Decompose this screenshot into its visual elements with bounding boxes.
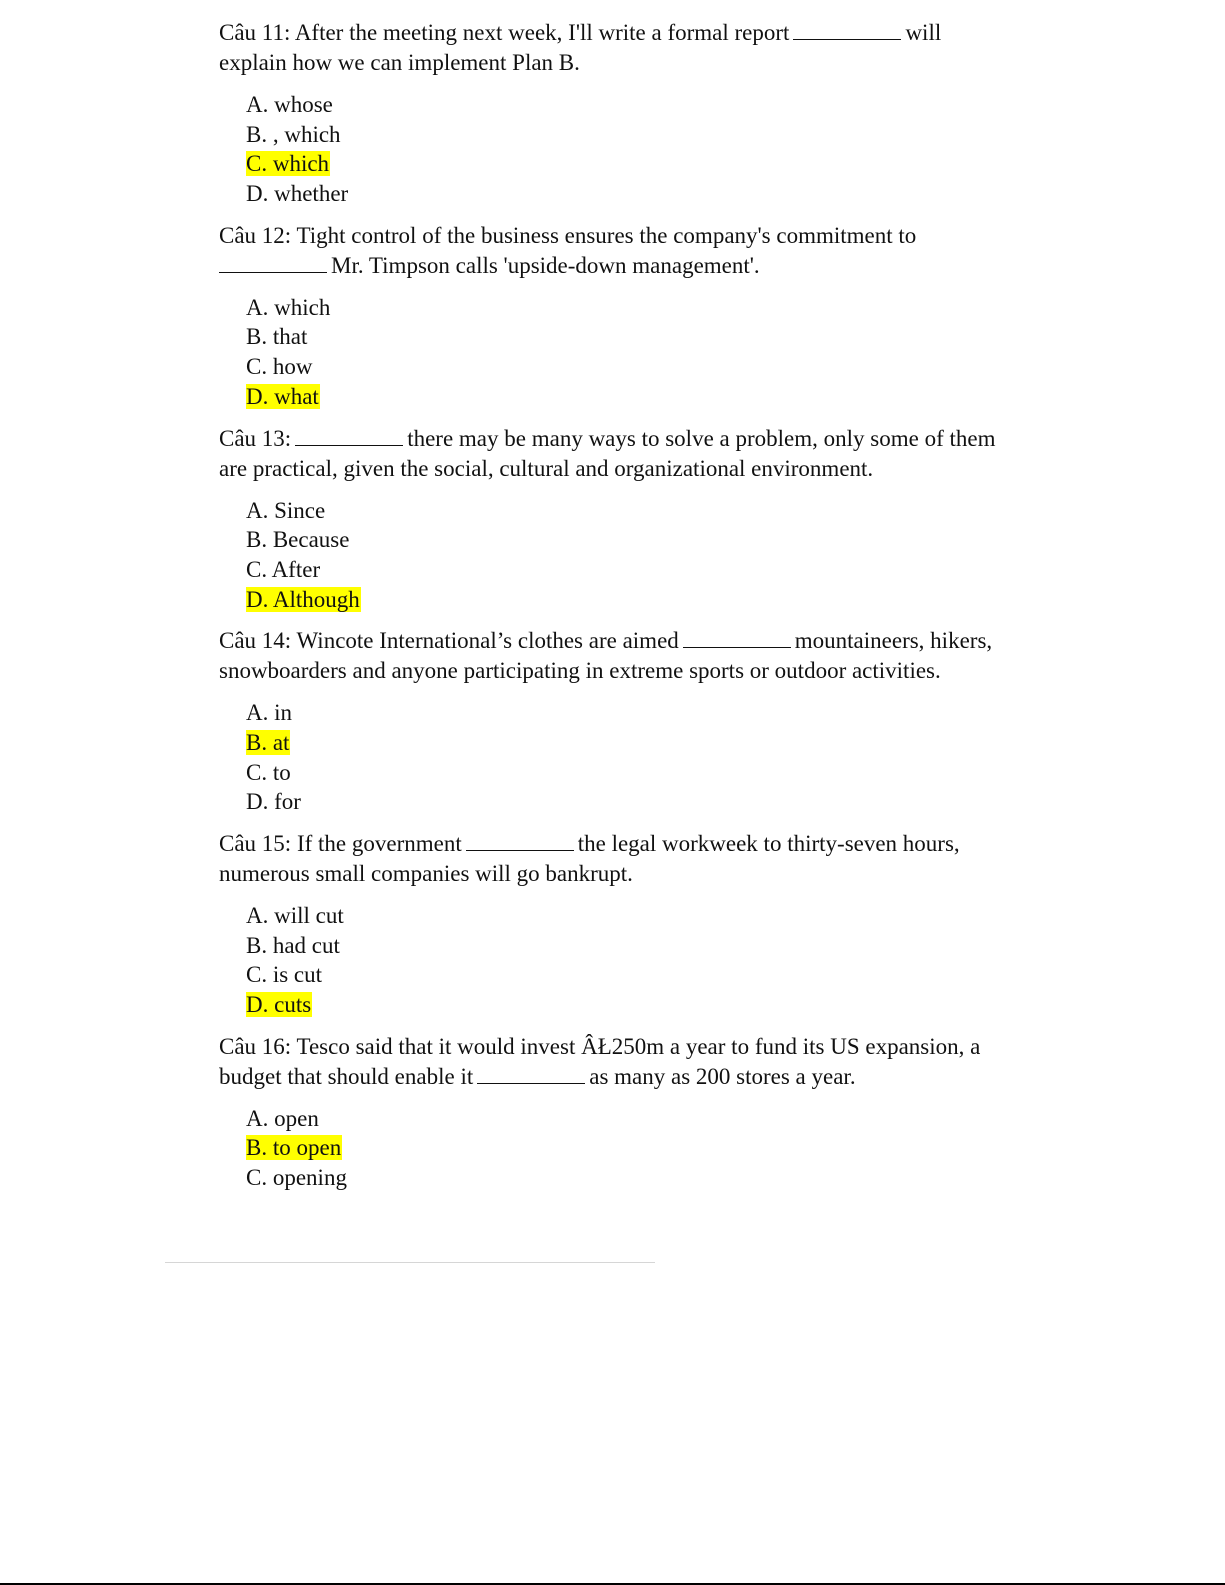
option-c — [246, 352, 1009, 382]
option-c — [246, 960, 1009, 990]
option-b — [246, 931, 1009, 961]
question-11 — [219, 18, 1009, 209]
stem-after: Mr. Timpson calls 'upside-down management'. — [331, 252, 760, 278]
option-c-correct — [246, 149, 1009, 179]
option-text: C. is cut — [246, 962, 323, 988]
option-text: A. Since — [246, 497, 326, 523]
option-text: D. for — [246, 789, 301, 815]
answer-blank — [683, 627, 791, 648]
highlighted-answer: B. to open — [246, 1135, 342, 1161]
option-a — [246, 698, 1009, 728]
option-list — [246, 698, 1009, 817]
option-d-correct — [246, 585, 1009, 615]
option-text: D. whether — [246, 181, 349, 207]
question-stem — [219, 829, 1009, 889]
stem-after: there may be many ways to solve a problem, only some of them are practical, given the social, cultural and organizational environment. — [219, 425, 996, 481]
question-stem — [219, 424, 1009, 484]
question-16 — [219, 1032, 1009, 1193]
option-list — [246, 1104, 1009, 1193]
option-text: A. whose — [246, 92, 333, 117]
option-text: B. that — [246, 324, 308, 350]
question-stem — [219, 626, 1009, 686]
option-a — [246, 90, 1009, 120]
stem-after: mountaineers, hikers, snowboarders and anyone participating in extreme sports or outdoor activities. — [219, 628, 993, 684]
question-stem — [219, 18, 1009, 78]
option-text: B. had cut — [246, 932, 340, 958]
question-12 — [219, 221, 1009, 412]
option-text: A. in — [246, 700, 292, 726]
option-d-correct — [246, 382, 1009, 412]
stem-before: Câu 14: Wincote International’s clothes are aimed — [219, 628, 679, 654]
question-stem — [219, 1032, 1009, 1092]
option-text: A. open — [246, 1105, 319, 1131]
highlighted-answer: D. what — [246, 383, 319, 409]
option-a — [246, 496, 1009, 526]
option-b — [246, 120, 1009, 150]
question-stem — [219, 221, 1009, 281]
option-text: C. how — [246, 354, 313, 380]
answer-blank — [477, 1063, 585, 1084]
stem-before: Câu 11: After the meeting next week, I'll write a formal report — [219, 20, 790, 45]
option-a — [246, 1104, 1009, 1134]
option-list — [246, 496, 1009, 615]
option-b-correct — [246, 1133, 1009, 1163]
option-text: A. will cut — [246, 903, 344, 928]
highlighted-answer: C. which — [246, 151, 330, 177]
stem-before: Câu 13: — [219, 425, 292, 451]
document-page — [219, 18, 1009, 1205]
answer-blank — [219, 252, 327, 273]
answer-blank — [466, 830, 574, 851]
option-d-correct — [246, 990, 1009, 1020]
option-d — [246, 179, 1009, 209]
question-14 — [219, 626, 1009, 817]
stem-after: as many as 200 stores a year. — [589, 1063, 856, 1089]
option-list — [246, 293, 1009, 412]
stem-after: will explain how we can implement Plan B. — [219, 20, 942, 75]
stem-after: the legal workweek to thirty-seven hours, numerous small companies will go bankrupt. — [219, 831, 960, 886]
question-13 — [219, 424, 1009, 615]
answer-blank — [793, 19, 901, 40]
option-a — [246, 901, 1009, 931]
stem-before: Câu 15: If the government — [219, 831, 462, 856]
highlighted-answer: B. at — [246, 729, 290, 755]
option-text: C. After — [246, 556, 321, 582]
option-c — [246, 1163, 1009, 1193]
option-b-correct — [246, 728, 1009, 758]
option-text: B. Because — [246, 527, 350, 553]
answer-blank — [295, 425, 403, 446]
highlighted-answer: D. Although — [246, 586, 360, 612]
option-b — [246, 322, 1009, 352]
option-c — [246, 758, 1009, 788]
page-divider — [165, 1262, 655, 1263]
option-a — [246, 293, 1009, 323]
option-text: C. to — [246, 759, 291, 785]
option-list — [246, 901, 1009, 1020]
option-b — [246, 525, 1009, 555]
highlighted-answer: D. cuts — [246, 992, 312, 1018]
option-list — [246, 90, 1009, 209]
option-text: A. which — [246, 294, 331, 320]
stem-before: Câu 16: Tesco said that it would invest ÂŁ250m a year to fund its US expansion, a budget that should enable it — [219, 1033, 981, 1089]
option-d — [246, 787, 1009, 817]
option-text: C. opening — [246, 1165, 347, 1191]
option-c — [246, 555, 1009, 585]
question-15 — [219, 829, 1009, 1020]
option-text: B. , which — [246, 121, 341, 147]
stem-before: Câu 12: Tight control of the business ensures the company's commitment to — [219, 222, 917, 248]
